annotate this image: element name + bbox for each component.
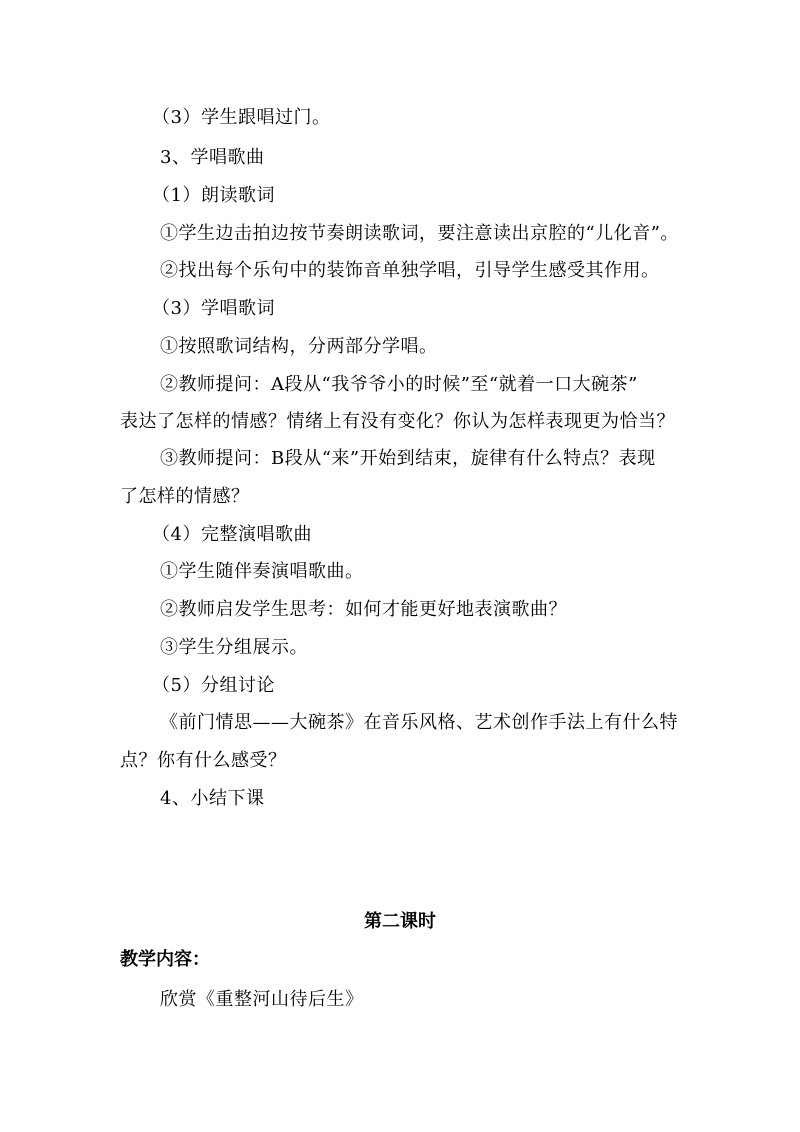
item-question-b-line2: 了怎样的情感？ xyxy=(120,486,250,507)
item-read-with-rhythm: ①学生边击拍边按节奏朗读歌词，要注意读出京腔的“儿化音”。 xyxy=(160,223,679,244)
item-question-a-line1: ②教师提问：A段从“我爷爷小的时候”至“就着一口大碗茶” xyxy=(160,374,638,395)
discussion-line1: 《前门情思——大碗茶》在音乐风格、艺术创作手法上有什么特 xyxy=(160,712,678,733)
section-title: 第二课时 xyxy=(364,911,436,932)
step-5-group-discussion: （5）分组讨论 xyxy=(152,675,275,696)
heading-learn-song: 3、学唱歌曲 xyxy=(160,147,265,168)
item-two-parts: ①按照歌词结构，分两部分学唱。 xyxy=(160,336,438,357)
item-sing-with-accompaniment: ①学生随伴奏演唱歌曲。 xyxy=(160,561,364,582)
teaching-content-text: 欣赏《重整河山待后生》 xyxy=(160,989,364,1010)
item-ornament-notes: ②找出每个乐句中的装饰音单独学唱，引导学生感受其作用。 xyxy=(160,260,660,281)
discussion-line2: 点？你有什么感受？ xyxy=(120,750,287,771)
teaching-content-label: 教学内容： xyxy=(120,949,210,970)
step-3-learn-lyrics: （3）学唱歌词 xyxy=(152,298,275,319)
step-1-read-lyrics: （1）朗读歌词 xyxy=(152,185,275,206)
step-4-full-sing: （4）完整演唱歌曲 xyxy=(152,524,312,545)
item-teacher-inspire: ②教师启发学生思考：如何才能更好地表演歌曲？ xyxy=(160,599,567,620)
item-question-b-line1: ③教师提问：B段从“来”开始到结束，旋律有什么特点？表现 xyxy=(160,448,656,469)
step-3-follow-sing: （3）学生跟唱过门。 xyxy=(152,107,331,128)
item-question-a-line2: 表达了怎样的情感？情绪上有没有变化？你认为怎样表现更为恰当？ xyxy=(120,411,675,432)
item-group-show: ③学生分组展示。 xyxy=(160,637,308,658)
heading-summary: 4、小结下课 xyxy=(160,788,265,809)
